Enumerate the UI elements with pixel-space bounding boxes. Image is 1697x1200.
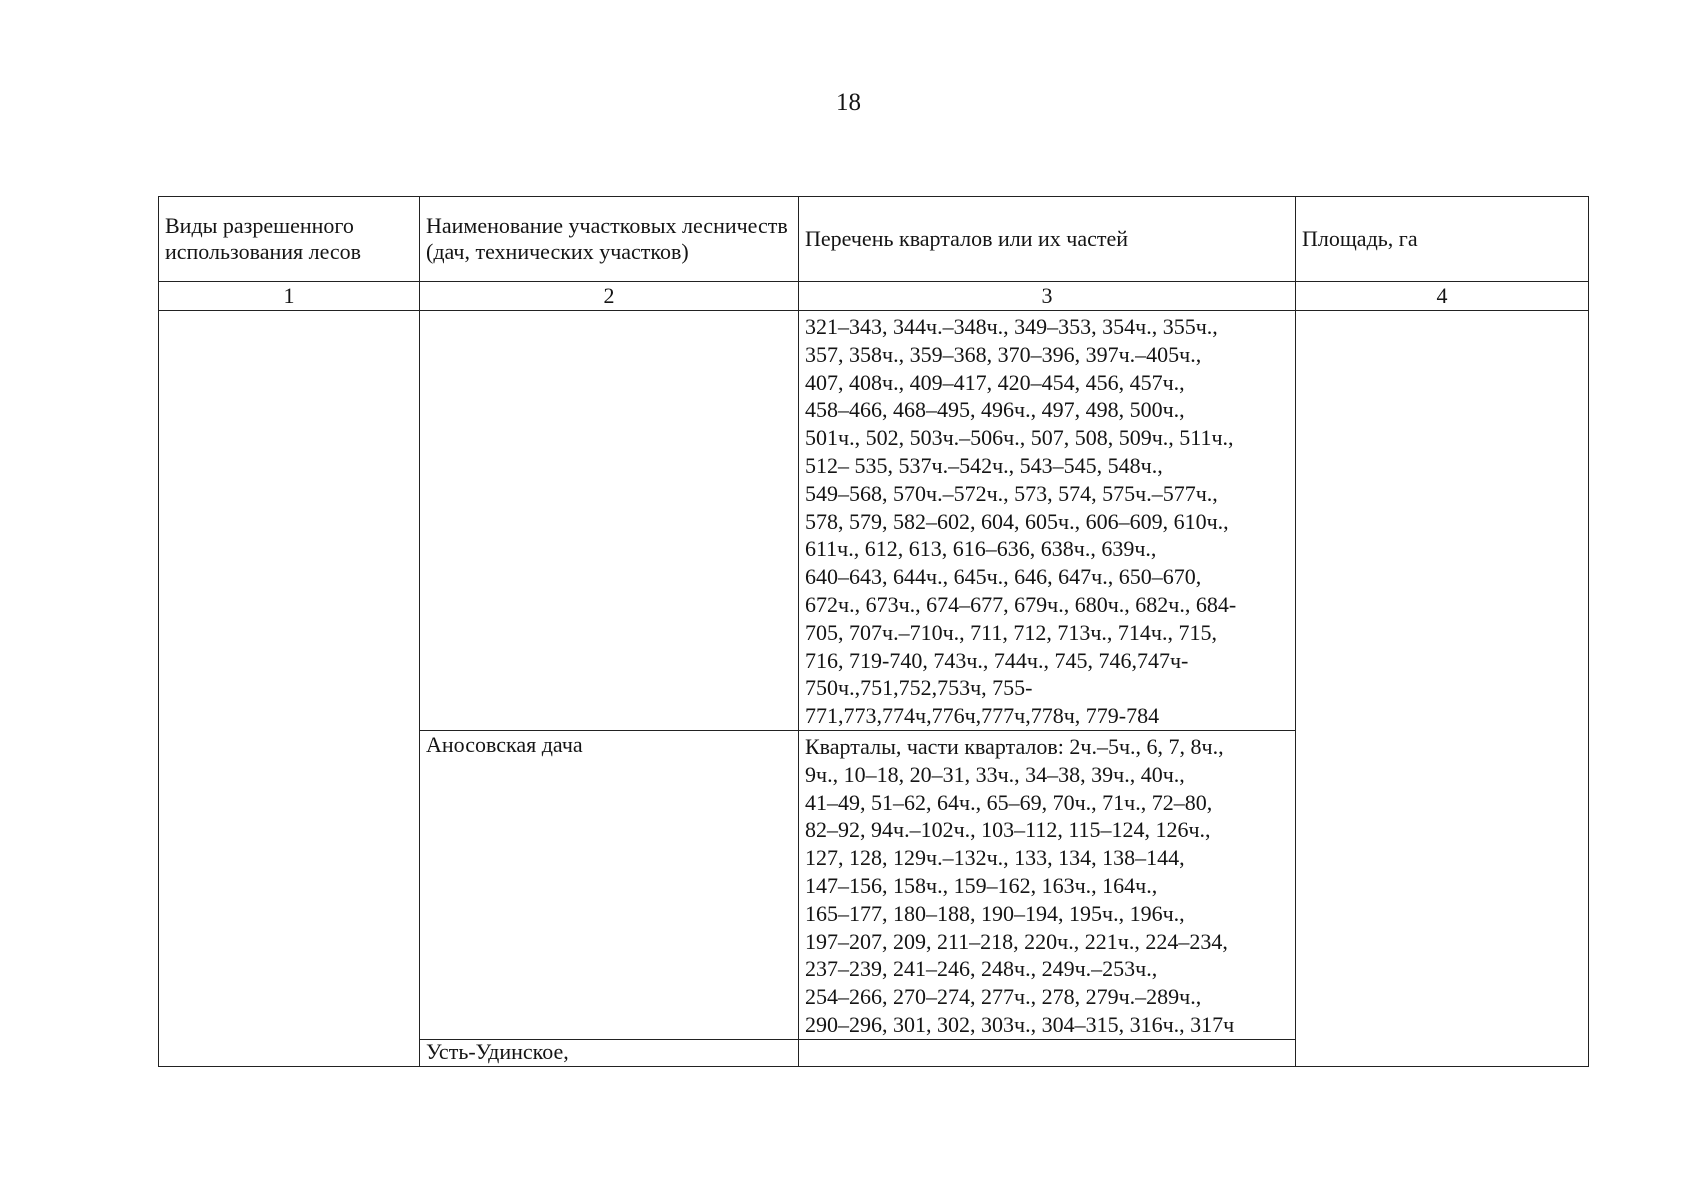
quarters-line: 165–177, 180–188, 190–194, 195ч., 196ч.,	[805, 900, 1185, 926]
header-area: Площадь, га	[1296, 197, 1589, 282]
quarters-line: Кварталы, части кварталов: 2ч.–5ч., 6, 7, 8ч.,	[805, 733, 1224, 759]
header-district-name: Наименование участковых лесничеств (дач, технических участков)	[420, 197, 799, 282]
quarters-line: 716, 719-740, 743ч., 744ч., 745, 746,747ч-	[805, 647, 1189, 673]
quarters-line: 82–92, 94ч.–102ч., 103–112, 115–124, 126ч.,	[805, 817, 1211, 843]
quarters-line: 321–343, 344ч.–348ч., 349–353, 354ч., 355ч.,	[805, 314, 1218, 339]
quarters-line: 237–239, 241–246, 248ч., 249ч.–253ч.,	[805, 956, 1158, 982]
quarters-line: 640–643, 644ч., 645ч., 646, 647ч., 650–670,	[805, 564, 1202, 590]
quarters-line: 611ч., 612, 613, 616–636, 638ч., 639ч.,	[805, 536, 1157, 562]
forest-use-type-cell	[159, 311, 420, 1067]
quarters-line: 705, 707ч.–710ч., 711, 712, 713ч., 714ч., 715,	[805, 619, 1217, 645]
quarters-line: 407, 408ч., 409–417, 420–454, 456, 457ч.,	[805, 369, 1185, 395]
quarters-cell	[799, 311, 1296, 731]
quarters-line: 458–466, 468–495, 496ч., 497, 498, 500ч.,	[805, 397, 1185, 423]
quarters-line: 147–156, 158ч., 159–162, 163ч., 164ч.,	[805, 872, 1158, 898]
quarters-line: 512– 535, 537ч.–542ч., 543–545, 548ч.,	[805, 452, 1163, 478]
district-cell: Усть-Удинское,	[420, 1039, 799, 1066]
quarters-line: 197–207, 209, 211–218, 220ч., 221ч., 224–234,	[805, 928, 1228, 954]
quarters-line: 501ч., 502, 503ч.–506ч., 507, 508, 509ч., 511ч.,	[805, 425, 1234, 451]
column-number: 2	[420, 282, 799, 311]
district-cell	[420, 311, 799, 731]
header-forest-use-type: Виды разрешенного использования лесов	[159, 197, 420, 282]
quarters-line: 254–266, 270–274, 277ч., 278, 279ч.–289ч.,	[805, 984, 1202, 1010]
quarters-line: 41–49, 51–62, 64ч., 65–69, 70ч., 71ч., 72–80,	[805, 789, 1213, 815]
quarters-line: 672ч., 673ч., 674–677, 679ч., 680ч., 682ч., 684-	[805, 591, 1237, 617]
column-number: 3	[799, 282, 1296, 311]
district-cell: Аносовская дача	[420, 730, 799, 1039]
quarters-line: 771,773,774ч,776ч,777ч,778ч, 779-784	[805, 703, 1160, 729]
column-number: 4	[1296, 282, 1589, 311]
column-number: 1	[159, 282, 420, 311]
header-quarters-list: Перечень кварталов или их частей	[799, 197, 1296, 282]
quarters-line: 9ч., 10–18, 20–31, 33ч., 34–38, 39ч., 40ч.,	[805, 761, 1185, 787]
table-header-row	[159, 197, 1589, 282]
quarters-cell	[799, 1039, 1296, 1066]
page-number: 18	[836, 89, 861, 116]
quarters-line: 750ч.,751,752,753ч, 755-	[805, 675, 1033, 701]
quarters-line: 357, 358ч., 359–368, 370–396, 397ч.–405ч.,	[805, 341, 1202, 367]
quarters-line: 290–296, 301, 302, 303ч., 304–315, 316ч., 317ч	[805, 1011, 1235, 1037]
table-row	[159, 311, 1589, 731]
area-cell	[1296, 311, 1589, 1067]
quarters-line: 578, 579, 582–602, 604, 605ч., 606–609, 610ч.,	[805, 508, 1229, 534]
column-number-row	[159, 282, 1589, 311]
quarters-line: 549–568, 570ч.–572ч., 573, 574, 575ч.–577ч.,	[805, 480, 1218, 506]
forest-use-table	[158, 196, 1589, 1067]
quarters-cell	[799, 730, 1296, 1039]
quarters-line: 127, 128, 129ч.–132ч., 133, 134, 138–144,	[805, 845, 1185, 871]
